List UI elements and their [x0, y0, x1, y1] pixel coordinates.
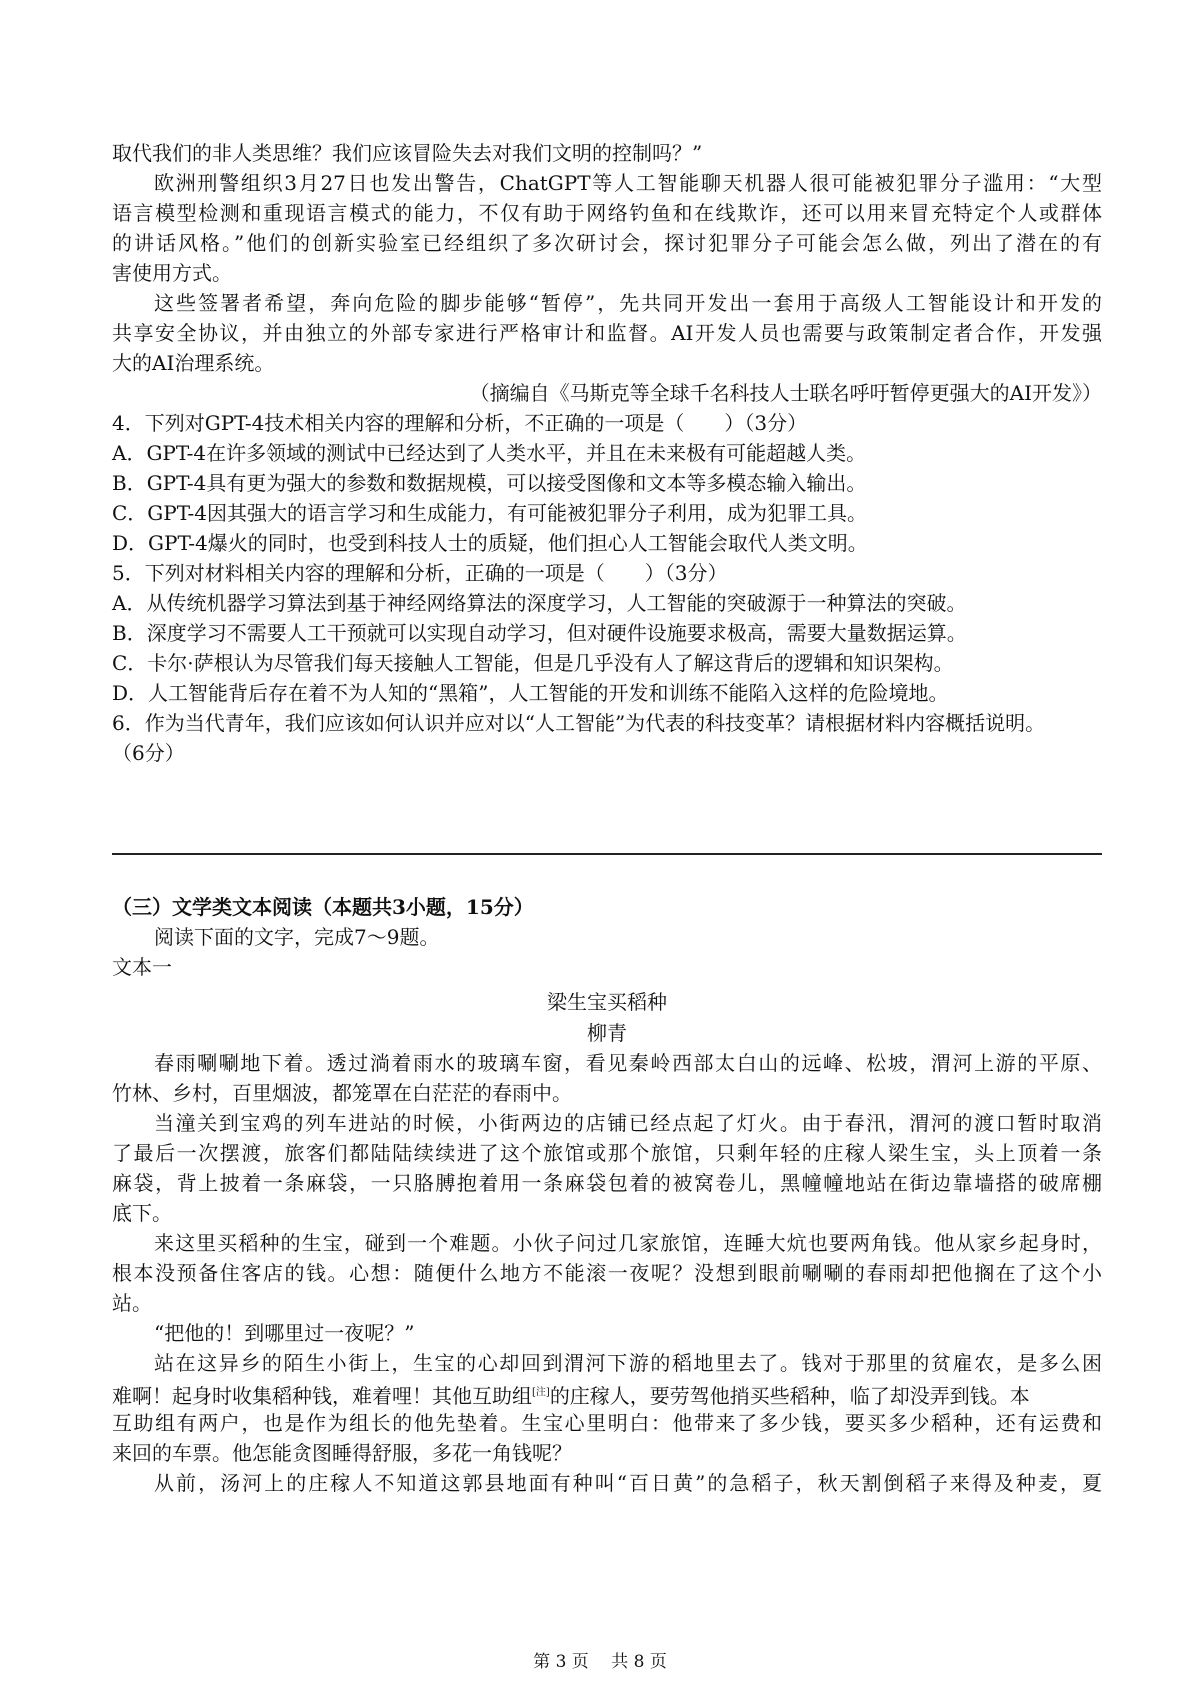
story-text: 的庄稼人，要劳驾他捎买些稻种，临了却没弄到钱。本: [549, 1384, 1030, 1408]
story-line-with-note: [112, 1379, 1102, 1409]
story-line: 站在这异乡的陌生小街上，生宝的心却回到渭河下游的稻地里去了。钱对于那里的贫雇农，是多么困: [154, 1351, 1102, 1375]
story-line: 从前，汤河上的庄稼人不知道这郭县地面有种叫“百日黄”的急稻子，秋天割倒稻子来得及种麦，夏: [154, 1471, 1102, 1495]
passage-line: 欧洲刑警组织3月27日也发出警告，ChatGPT等人工智能聊天机器人很可能被犯罪分子滥用：“大型: [154, 171, 1102, 195]
section-heading: （三）文学类文本阅读（本题共3小题，15分）: [112, 895, 534, 919]
story-line: 麻袋，背上披着一条麻袋，一只胳膊抱着用一条麻袋包着的被窝卷儿，黑幢幢地站在街边靠墙搭的破席棚: [112, 1171, 1102, 1195]
story-line: 了最后一次摆渡，旅客们都陆陆续续进了这个旅馆或那个旅馆，只剩年轻的庄稼人梁生宝，头上顶着一条: [112, 1141, 1102, 1165]
passage-source: （摘编自《马斯克等全球千名科技人士联名呼吁暂停更强大的AI开发》）: [469, 381, 1102, 405]
story-text: 难啊！起身时收集稻种钱，难着哩！其他互助组: [112, 1384, 532, 1408]
section-instruction: 阅读下面的文字，完成7～9题。: [154, 925, 440, 949]
story-line: 互助组有两户，也是作为组长的他先垫着。生宝心里明白：他带来了多少钱，要买多少稻种，还有运费和: [112, 1411, 1102, 1435]
passage-line: 害使用方式。: [112, 261, 232, 285]
story-author: 柳青: [587, 1021, 627, 1045]
question-5-option-b: B．深度学习不需要人工干预就可以实现自动学习，但对硬件设施要求极高，需要大量数据运算。: [112, 621, 967, 645]
story-line: 根本没预备住客店的钱。心想：随便什么地方不能滚一夜呢？没想到眼前唰唰的春雨却把他搁在了这个小: [112, 1261, 1102, 1285]
story-line: 当潼关到宝鸡的列车进站的时候，小街两边的店铺已经点起了灯火。由于春汛，渭河的渡口暂时取消: [154, 1111, 1102, 1135]
story-line: 竹林、乡村，百里烟波，都笼罩在白茫茫的春雨中。: [112, 1081, 572, 1105]
page-footer: 第 3 页 共 8 页: [533, 1652, 667, 1672]
question-5: 5．下列对材料相关内容的理解和分析，正确的一项是（ ）（3分）: [112, 561, 728, 585]
answer-line: [112, 853, 1102, 855]
passage-line: 这些签署者希望，奔向危险的脚步能够“暂停”，先共同开发出一套用于高级人工智能设计和开发的: [154, 291, 1102, 315]
question-4-option-c: C．GPT-4因其强大的语言学习和生成能力，有可能被犯罪分子利用，成为犯罪工具。: [112, 501, 867, 525]
story-title: 梁生宝买稻种: [547, 990, 667, 1014]
story-line: 底下。: [112, 1201, 172, 1225]
story-line: 来这里买稻种的生宝，碰到一个难题。小伙子问过几家旅馆，连睡大炕也要两角钱。他从家乡起身时，: [154, 1231, 1102, 1255]
question-4-option-b: B．GPT-4具有更为强大的参数和数据规模，可以接受图像和文本等多模态输入输出。: [112, 471, 867, 495]
passage-line: 共享安全协议，并由独立的外部专家进行严格审计和监督。AI开发人员也需要与政策制定者合作，开发强: [112, 321, 1102, 345]
text-label: 文本一: [112, 955, 172, 979]
question-4-option-d: D．GPT-4爆火的同时，也受到科技人士的质疑，他们担心人工智能会取代人类文明。: [112, 531, 868, 555]
question-6-score: （6分）: [112, 741, 185, 765]
story-line: 春雨唰唰地下着。透过淌着雨水的玻璃车窗，看见秦岭西部太白山的远峰、松坡，渭河上游的平原、: [154, 1051, 1102, 1075]
story-line: 来回的车票。他怎能贪图睡得舒服，多花一角钱呢？: [112, 1441, 572, 1465]
question-5-option-c: C．卡尔·萨根认为尽管我们每天接触人工智能，但是几乎没有人了解这背后的逻辑和知识架构。: [112, 651, 954, 675]
story-line: 站。: [112, 1291, 152, 1315]
question-4: 4．下列对GPT-4技术相关内容的理解和分析，不正确的一项是（ ）（3分）: [112, 411, 808, 435]
question-4-option-a: A．GPT-4在许多领域的测试中已经达到了人类水平，并且在未来极有可能超越人类。: [112, 441, 867, 465]
passage-line: 大的AI治理系统。: [112, 351, 275, 375]
passage-line: 的讲话风格。”他们的创新实验室已经组织了多次研讨会，探讨犯罪分子可能会怎么做，列出了潜在的有: [112, 231, 1102, 255]
passage-line: 取代我们的非人类思维？我们应该冒险失去对我们文明的控制吗？”: [112, 141, 703, 165]
story-dialogue: “把他的！到哪里过一夜呢？”: [154, 1321, 415, 1345]
question-5-option-d: D．人工智能背后存在着不为人知的“黑箱”，人工智能的开发和训练不能陷入这样的危险境地。: [112, 681, 949, 705]
footnote-marker: [注]: [532, 1387, 550, 1398]
passage-line: 语言模型检测和重现语言模式的能力，不仅有助于网络钓鱼和在线欺诈，还可以用来冒充特定个人或群体: [112, 201, 1102, 225]
question-5-option-a: A．从传统机器学习算法到基于神经网络算法的深度学习，人工智能的突破源于一种算法的突破。: [112, 591, 967, 615]
question-6: 6．作为当代青年，我们应该如何认识并应对以“人工智能”为代表的科技变革？请根据材料内容概括说明。: [112, 711, 1046, 735]
